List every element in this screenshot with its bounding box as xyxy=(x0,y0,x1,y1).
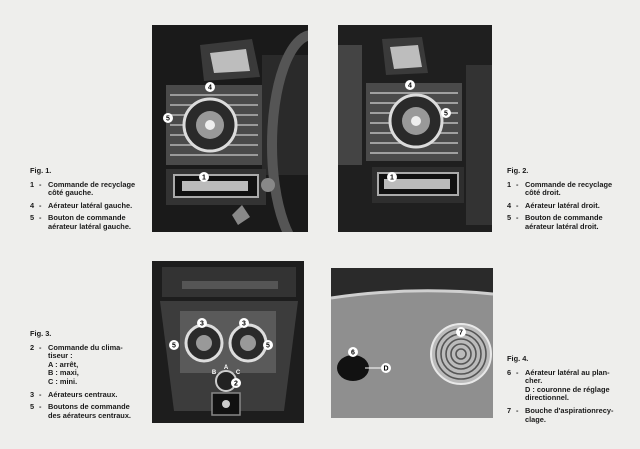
fig3-title: Fig. 3. xyxy=(30,329,52,338)
callout-p4-D: D xyxy=(383,365,389,373)
fig2-item-1 xyxy=(507,181,615,198)
fig2-illustration xyxy=(338,25,492,232)
fig1-item-1-line1: Commande de recyclage xyxy=(48,179,136,189)
fig1-item-4-dash: - xyxy=(39,200,42,210)
callout-p3-2: 2 xyxy=(234,380,238,388)
fig3-item-2-sub-b: B : maxi, xyxy=(48,368,79,378)
caption-fig3 xyxy=(30,330,140,424)
fig4-item-6-line2: cher. xyxy=(525,376,543,386)
fig1-item-5-line2: aérateur latéral gauche. xyxy=(48,221,131,231)
fig1-item-1-line2: côté gauche. xyxy=(48,188,94,198)
fig4-item-7-line2: clage. xyxy=(525,414,546,424)
fig1-item-1 xyxy=(30,181,140,198)
fig3-item-5-num: 5 xyxy=(30,402,35,412)
fig2-item-5-line1: Bouton de commande xyxy=(525,213,603,223)
callout-p3-3a: 3 xyxy=(200,320,204,328)
fig4-item-7 xyxy=(507,407,617,424)
fig4-illustration xyxy=(331,268,493,418)
fig3-item-2-num: 2 xyxy=(30,342,35,352)
fig1-item-1-num: 1 xyxy=(30,179,35,189)
fig2-item-1-num: 1 xyxy=(507,179,512,189)
callout-p3-C: C xyxy=(235,370,241,376)
fig4-item-6-num: 6 xyxy=(507,367,512,377)
fig1-item-4 xyxy=(30,202,140,211)
caption-fig4 xyxy=(507,355,617,428)
callout-p2-5: 5 xyxy=(444,110,448,118)
callout-p3-5b: 5 xyxy=(266,342,270,350)
caption-fig1 xyxy=(30,167,140,236)
fig3-item-2-line1: Commande du clima- xyxy=(48,342,123,352)
fig4-item-6 xyxy=(507,369,617,403)
fig3-illustration xyxy=(152,261,304,423)
fig4-item-6-sub-d1: D : couronne de réglage xyxy=(525,384,610,394)
fig1-title: Fig. 1. xyxy=(30,166,52,175)
fig3-item-5-line2: des aérateurs centraux. xyxy=(48,410,131,420)
fig1-item-5-line1: Bouton de commande xyxy=(48,213,126,223)
fig3-item-2-sub-c: C : mini. xyxy=(48,376,78,386)
fig1-item-5-num: 5 xyxy=(30,213,35,223)
fig3-item-2-dash: - xyxy=(39,342,42,352)
fig3-item-5-line1: Boutons de commande xyxy=(48,402,130,412)
fig2-item-5-dash: - xyxy=(516,213,519,223)
photo-fig4-floor-vents xyxy=(331,268,493,418)
fig2-item-1-line1: Commande de recyclage xyxy=(525,179,613,189)
fig1-item-4-num: 4 xyxy=(30,200,35,210)
fig3-item-3 xyxy=(30,391,140,400)
photo-fig2-right-vent xyxy=(338,25,492,232)
callout-p4-7: 7 xyxy=(459,329,463,337)
fig2-item-4-dash: - xyxy=(516,200,519,210)
fig4-item-7-num: 7 xyxy=(507,405,512,415)
photo-fig1-left-vent xyxy=(152,25,308,232)
fig3-item-5-dash: - xyxy=(39,402,42,412)
callout-p1-1: 1 xyxy=(202,174,206,182)
fig2-item-4-line1: Aérateur latéral droit. xyxy=(525,200,600,210)
caption-fig2 xyxy=(507,167,615,236)
fig4-title: Fig. 4. xyxy=(507,354,529,363)
fig4-item-6-sub-d2: directionnel. xyxy=(525,393,569,403)
callout-p3-3b: 3 xyxy=(242,320,246,328)
callout-p4-6: 6 xyxy=(351,349,355,357)
fig1-item-5-dash: - xyxy=(39,213,42,223)
fig3-item-5 xyxy=(30,403,140,420)
fig2-title: Fig. 2. xyxy=(507,166,529,175)
callout-p3-B: B xyxy=(211,370,217,376)
fig4-item-6-dash: - xyxy=(516,367,519,377)
fig1-item-5 xyxy=(30,214,140,231)
fig2-item-5 xyxy=(507,214,615,231)
fig3-item-3-num: 3 xyxy=(30,389,35,399)
fig3-item-2-line2: tiseur : xyxy=(48,351,73,361)
fig3-item-2-sub-a: A : arrêt, xyxy=(48,359,79,369)
callout-p2-4: 4 xyxy=(408,82,412,90)
fig2-item-5-num: 5 xyxy=(507,213,512,223)
fig3-item-3-dash: - xyxy=(39,389,42,399)
callout-p1-4: 4 xyxy=(208,84,212,92)
fig1-item-4-line1: Aérateur latéral gauche. xyxy=(48,200,133,210)
photo-fig3-central-vents xyxy=(152,261,304,423)
fig2-item-1-dash: - xyxy=(516,179,519,189)
callout-p2-1: 1 xyxy=(390,174,394,182)
fig4-item-7-dash: - xyxy=(516,405,519,415)
fig2-item-1-line2: côté droit. xyxy=(525,188,561,198)
fig4-item-6-line1: Aérateur latéral au plan- xyxy=(525,367,610,377)
fig3-item-3-line1: Aérateurs centraux. xyxy=(48,389,118,399)
callout-p1-5: 5 xyxy=(166,115,170,123)
fig2-item-4 xyxy=(507,202,615,211)
fig1-illustration xyxy=(152,25,308,232)
callout-p3-5a: 5 xyxy=(172,342,176,350)
fig1-item-1-dash: - xyxy=(39,179,42,189)
fig3-item-2 xyxy=(30,344,140,387)
callout-p3-A: A xyxy=(223,365,229,371)
fig2-item-5-line2: aérateur latéral droit. xyxy=(525,221,599,231)
fig2-item-4-num: 4 xyxy=(507,200,512,210)
fig4-item-7-line1: Bouche d'aspirationrecy- xyxy=(525,405,614,415)
